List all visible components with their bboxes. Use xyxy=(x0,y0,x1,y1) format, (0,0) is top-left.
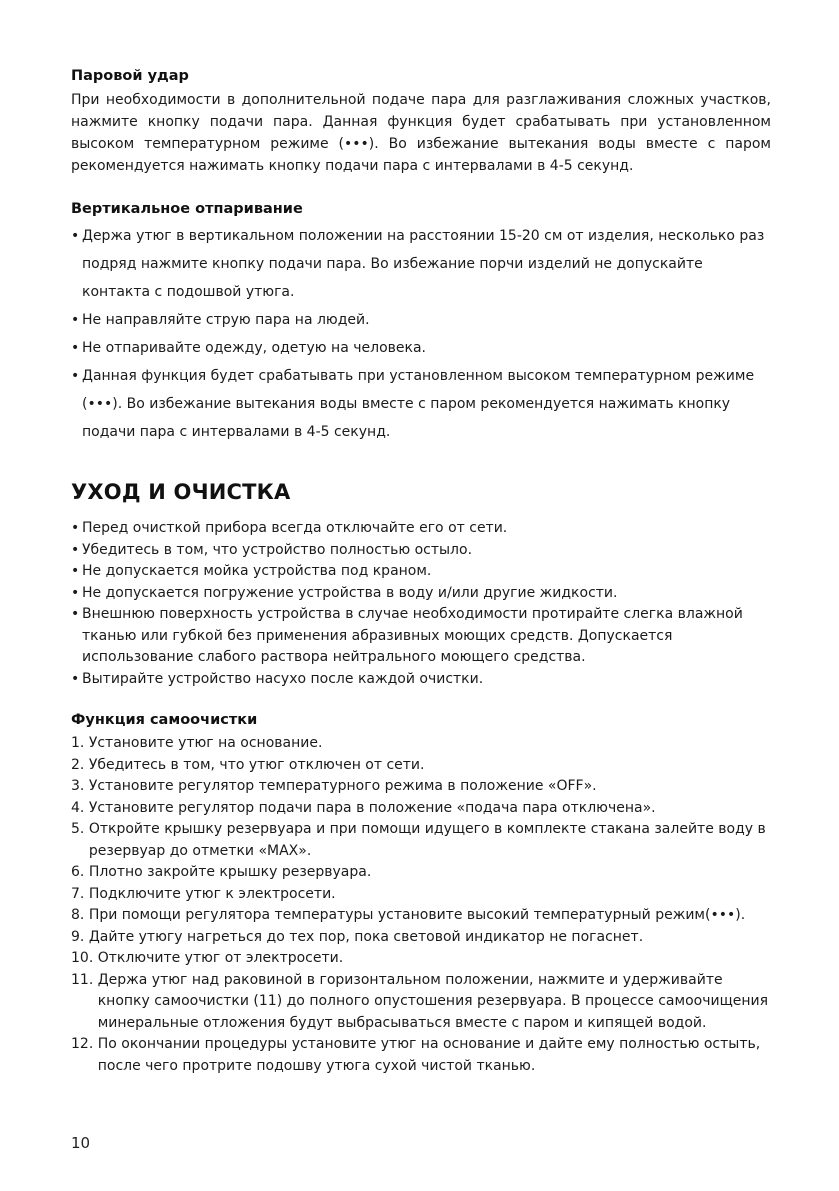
page-number: 10 xyxy=(71,1134,91,1152)
manual-page xyxy=(71,58,771,1077)
step-number: 12. xyxy=(71,1036,98,1052)
list-item: • Вытирайте устройство насухо после каждой очистки. xyxy=(71,669,771,691)
list-item xyxy=(71,1034,771,1077)
step-text: Подключите утюг к электросети. xyxy=(88,885,336,902)
list-item: • Держа утюг в вертикальном положении на расстоянии 15-20 см от изделия, несколько раз подряд нажмите кнопку подачи пара. Во избежание порчи изделий не допускайте контакта с подошвой утюга. xyxy=(71,222,771,306)
list-item: • Внешнюю поверхность устройства в случае необходимости протирайте слегка влажной тканью или губкой без применения абразивных моющих средств. Допускается использование слабого раствора нейтрального моющего средства. xyxy=(71,604,771,669)
step-number: 1. xyxy=(71,735,89,751)
list-item xyxy=(71,755,771,777)
list-item: • Перед очисткой прибора всегда отключайте его от сети. xyxy=(71,518,771,540)
list-item: • Не направляйте струю пара на людей. xyxy=(71,306,771,334)
list-item: • Не отпаривайте одежду, одетую на человека. xyxy=(71,334,771,362)
list-item: • Не допускается мойка устройства под краном. xyxy=(71,561,771,583)
step-text: Дайте утюгу нагреться до тех пор, пока световой индикатор не погаснет. xyxy=(88,928,644,945)
list-item: • Данная функция будет срабатывать при установленном высоком температурном режиме (•••). Во избежание вытекания воды вместе с паром рекомендуется нажимать кнопку подачи пара с интервалами в 4-5 секунд. xyxy=(71,362,771,446)
step-text: При помощи регулятора температуры установите высокий температурный режим(•••). xyxy=(88,907,746,923)
list-item xyxy=(71,884,771,906)
list-item xyxy=(71,819,771,862)
steam-burst-heading: Паровой удар xyxy=(71,68,189,84)
list-item xyxy=(71,776,771,798)
vertical-steam-heading: Вертикальное отпаривание xyxy=(71,201,303,217)
step-text: По окончании процедуры установите утюг на основание и дайте ему полностью остыть, после чего протрите подошву утюга сухой чистой тканью. xyxy=(97,1036,761,1074)
step-number: 7. xyxy=(71,885,89,902)
list-item xyxy=(71,927,771,949)
step-text: Держа утюг над раковиной в горизонтальном положении, нажмите и удерживайте кнопку самоочистки (11) до полного опустошения резервуара. В процессе самоочищения минеральные отложения будут выбрасываться вместе с паром и кипящей водой. xyxy=(97,971,769,1031)
step-number: 4. xyxy=(71,799,89,816)
care-cleaning-heading: УХОД И ОЧИСТКА xyxy=(71,480,291,504)
step-text: Отключите утюг от электросети. xyxy=(97,950,344,966)
list-item xyxy=(71,733,771,755)
step-number: 11. xyxy=(71,971,98,988)
list-item xyxy=(71,905,771,927)
step-number: 2. xyxy=(71,756,89,773)
step-number: 10. xyxy=(71,950,98,966)
list-item: • Убедитесь в том, что устройство полностью остыло. xyxy=(71,540,771,562)
self-clean-steps xyxy=(71,733,771,1077)
step-text: Установите утюг на основание. xyxy=(88,735,323,751)
vertical-steam-list xyxy=(71,222,771,446)
list-item xyxy=(71,970,771,1035)
step-number: 5. xyxy=(71,821,89,837)
list-item: • Не допускается погружение устройства в воду и/или другие жидкости. xyxy=(71,583,771,605)
care-cleaning-list xyxy=(71,518,771,690)
step-number: 9. xyxy=(71,928,89,945)
step-text: Установите регулятор температурного режима в положение «OFF». xyxy=(88,778,597,794)
step-number: 3. xyxy=(71,778,89,794)
step-text: Откройте крышку резервуара и при помощи идущего в комплекте стакана залейте воду в резервуар до отметки «MAX». xyxy=(88,821,766,859)
step-text: Плотно закройте крышку резервуара. xyxy=(88,864,372,880)
step-number: 6. xyxy=(71,864,89,880)
self-clean-heading: Функция самоочистки xyxy=(71,712,258,728)
list-item xyxy=(71,948,771,970)
steam-burst-text: При необходимости в дополнительной подаче пара для разглаживания сложных участков, нажмите кнопку подачи пара. Данная функция будет срабатывать при установленном высоком температурном режиме (•••). Во избежание вытекания воды вместе с паром рекомендуется нажимать кнопку подачи пара с интервалами в 4-5 секунд. xyxy=(71,92,771,174)
step-number: 8. xyxy=(71,907,89,923)
list-item xyxy=(71,862,771,884)
step-text: Убедитесь в том, что утюг отключен от сети. xyxy=(88,756,425,773)
list-item xyxy=(71,798,771,820)
step-text: Установите регулятор подачи пара в положение «подача пара отключена». xyxy=(88,799,656,816)
